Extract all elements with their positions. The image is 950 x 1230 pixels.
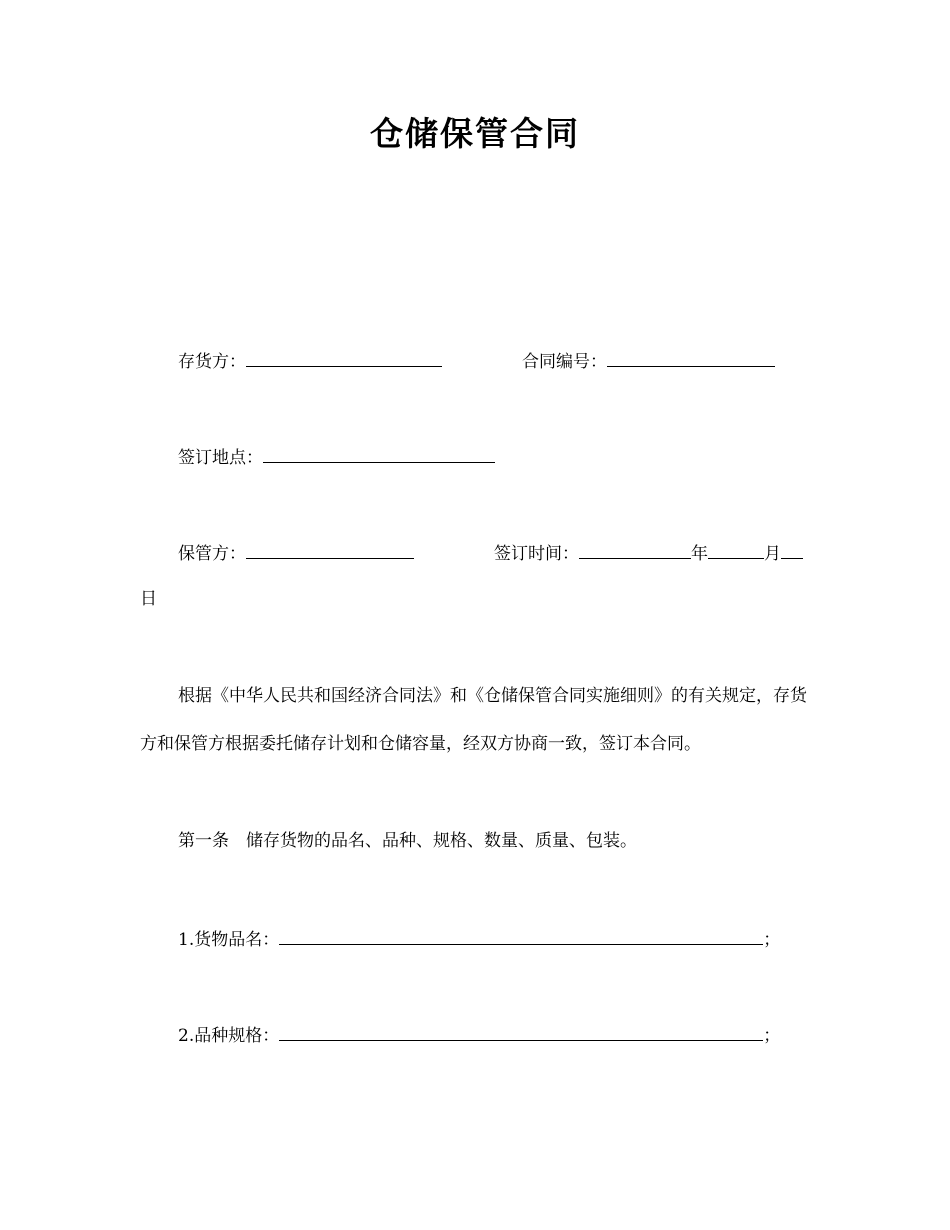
depositor-field <box>178 347 442 374</box>
item-blank[interactable] <box>279 925 763 945</box>
sign-time-label: 签订时间： <box>494 544 579 564</box>
year-label: 年 <box>691 544 708 564</box>
item-label: 1.货物品名： <box>178 930 280 950</box>
item-label: 2.品种规格： <box>178 1026 280 1046</box>
item-end: ； <box>763 1026 781 1046</box>
keeper-field <box>178 539 414 566</box>
sign-time-field <box>494 539 803 566</box>
article-1-item-2 <box>178 1021 780 1048</box>
day-label: 日 <box>140 589 157 609</box>
item-blank[interactable] <box>279 1021 763 1041</box>
contract-no-blank[interactable] <box>607 347 775 367</box>
article-1-item-1 <box>178 925 780 952</box>
item-end: ； <box>763 930 781 950</box>
preamble-paragraph: 根据《中华人民共和国经济合同法》和《仓储保管合同实施细则》的有关规定，存货方和保管方根据委托储存计划和仓储容量，经双方协商一致，签订本合同。 <box>140 686 807 754</box>
contract-no-label: 合同编号： <box>522 352 607 372</box>
year-blank[interactable] <box>579 539 691 559</box>
keeper-blank[interactable] <box>246 539 414 559</box>
sign-place-label: 签订地点： <box>178 448 263 468</box>
depositor-blank[interactable] <box>246 347 442 367</box>
month-blank[interactable] <box>708 539 764 559</box>
contract-no-field <box>522 347 775 374</box>
keeper-label: 保管方： <box>178 544 246 564</box>
month-label: 月 <box>764 544 781 564</box>
page-title: 仓储保管合同 <box>370 114 580 153</box>
depositor-label: 存货方： <box>178 352 246 372</box>
sign-place-blank[interactable] <box>263 443 495 463</box>
sign-place-field <box>178 443 495 470</box>
day-blank[interactable] <box>781 539 803 559</box>
day-line <box>140 587 157 611</box>
article-1-heading: 第一条 储存货物的品名、品种、规格、数量、质量、包装。 <box>178 831 637 851</box>
